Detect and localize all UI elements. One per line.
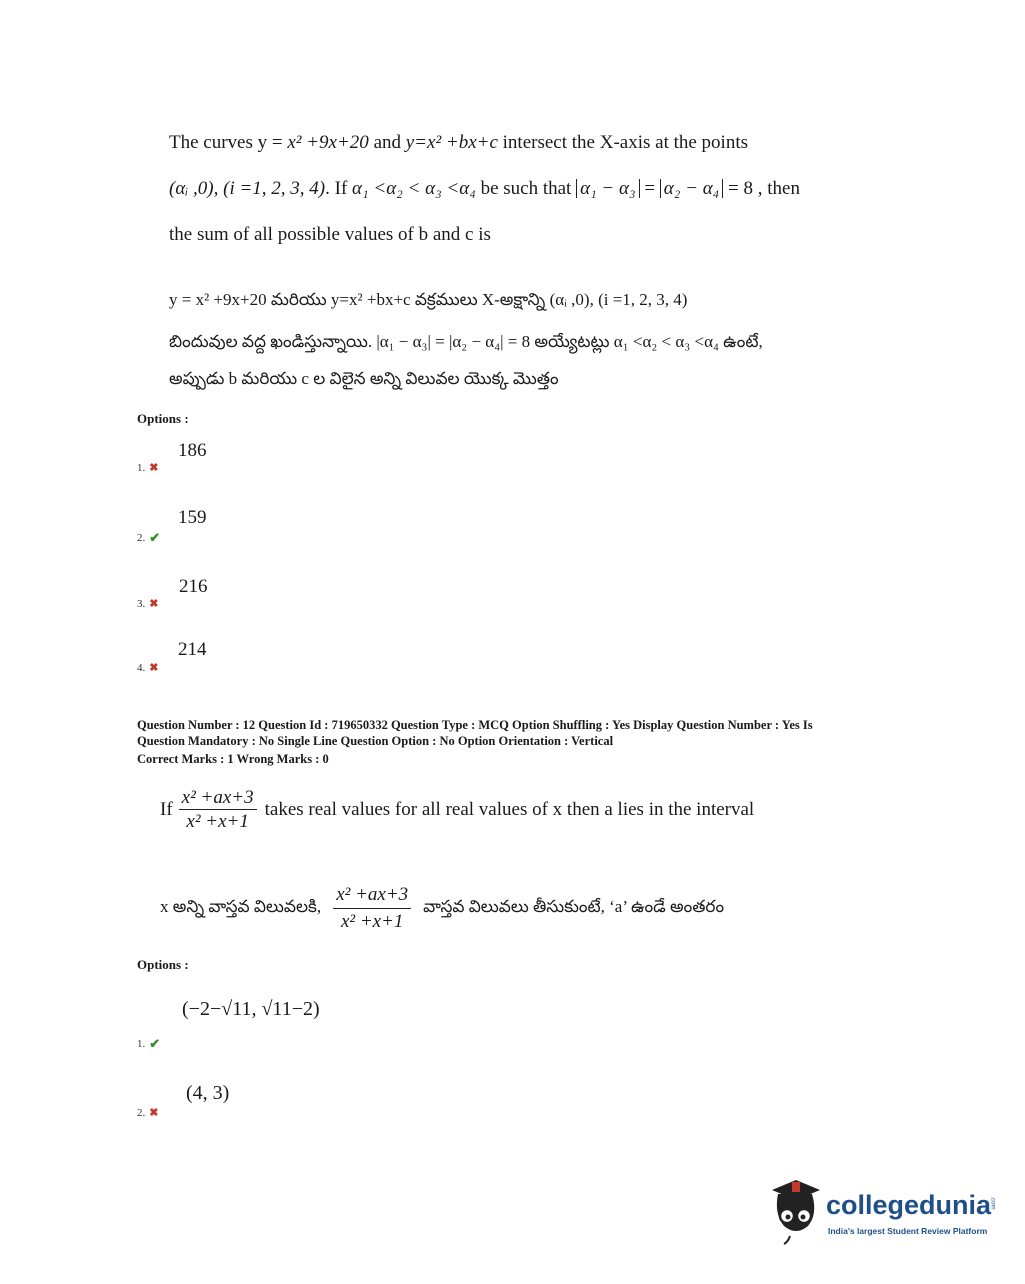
q11-english-line-3: the sum of all possible values of b and c is [169, 224, 491, 245]
q12-option-1-value: (−2−√11, √11−2) [182, 998, 320, 1020]
q11-telugu-line-2: బిందువుల వద్ద ఖండిస్తున్నాయి. |α₁ − α₃| = |α₂ − α₄| = 8 అయ్యేటట్లు α₁ <α₂ < α₃ <α₄ ఉంటే, [169, 332, 763, 351]
q11-option-4-value: 214 [178, 639, 207, 660]
correct-check-icon: ✔ [149, 530, 161, 545]
option-number: 2. [137, 1106, 146, 1119]
q12-meta [137, 717, 813, 767]
brand-tagline: India's largest Student Review Platform [828, 1226, 988, 1236]
q12-telugu-fraction-numerator: x² +ax+3 [333, 884, 411, 909]
q12-telugu-question [160, 884, 724, 933]
q12-option-2-value: (4, 3) [186, 1082, 230, 1104]
q12-telugu-post: వాస్తవ విలువలు తీసుకుంటే, ‘a’ ఉండే అంతరం [423, 896, 725, 916]
brand-dotcom: .com [989, 1196, 996, 1210]
q12-options-label: Options : [137, 957, 189, 972]
q11-english-line-2: (αᵢ ,0), (i =1, 2, 3, 4). If α₁ <α₂ < α₃ <α₄ be such that α₁ − α₃ = α₂ − α₄ = 8 , then [169, 178, 800, 199]
q12-fraction-denominator: x² +x+1 [186, 811, 249, 832]
mascot-icon [766, 1176, 824, 1246]
q11-english-line-1: The curves y = x² +9x+20 and y=x² +bx+c intersect the X-axis at the points [169, 132, 749, 153]
wrong-mark-icon: ✖ [149, 1107, 159, 1119]
q11-telugu-line-3: అప్పుడు b మరియు c ల విలైన అన్ని విలువల యొక్క మొత్తం [169, 369, 559, 388]
q11-option-1[interactable] [137, 461, 158, 474]
option-number: 1. [137, 1038, 146, 1050]
q11-option-4[interactable] [137, 661, 158, 674]
q12-telugu-fraction-denominator: x² +x+1 [340, 911, 404, 932]
q12-english-question [160, 788, 754, 831]
q12-option-1[interactable] [137, 1036, 160, 1052]
q12-meta-line-3: Correct Marks : 1 Wrong Marks : 0 [137, 752, 329, 766]
q12-option-2[interactable] [137, 1106, 158, 1119]
option-number: 4. [137, 661, 146, 674]
q11-telugu-line-1: y = x² +9x+20 మరియు y=x² +bx+c వక్రములు X-అక్షాన్ని (αᵢ ,0), (i =1, 2, 3, 4) [169, 290, 688, 309]
q12-fraction-numerator: x² +ax+3 [179, 788, 257, 810]
q12-meta-line-2: Question Mandatory : No Single Line Question Option : No Option Orientation : Vertical [137, 734, 614, 748]
q11-option-3-value: 216 [179, 576, 208, 597]
q11-option-1-value: 186 [178, 440, 207, 461]
option-number: 2. [137, 532, 146, 544]
q12-telugu-pre: x అన్ని వాస్తవ విలువలకి, [160, 896, 322, 916]
wrong-mark-icon: ✖ [149, 598, 159, 610]
q12-english-post: takes real values for all real values of x then a lies in the interval [264, 799, 755, 820]
option-number: 1. [137, 461, 146, 474]
q11-option-2-value: 159 [178, 507, 207, 528]
wrong-mark-icon: ✖ [149, 462, 159, 474]
wrong-mark-icon: ✖ [149, 662, 159, 674]
option-number: 3. [137, 597, 146, 610]
q12-telugu-fraction [333, 884, 411, 933]
q12-meta-line-1: Question Number : 12 Question Id : 719650332 Question Type : MCQ Option Shuffling : Yes Display Question Number : Yes Is [137, 718, 813, 732]
collegedunia-logo [766, 1176, 996, 1248]
q11-option-3[interactable] [137, 597, 158, 610]
correct-check-icon: ✔ [149, 1036, 161, 1051]
q11-option-2[interactable] [137, 530, 160, 546]
q12-fraction [179, 788, 257, 831]
q12-if: If [160, 799, 173, 820]
q11-options-label: Options : [137, 411, 189, 426]
brand-name: collegedunia [826, 1190, 992, 1220]
